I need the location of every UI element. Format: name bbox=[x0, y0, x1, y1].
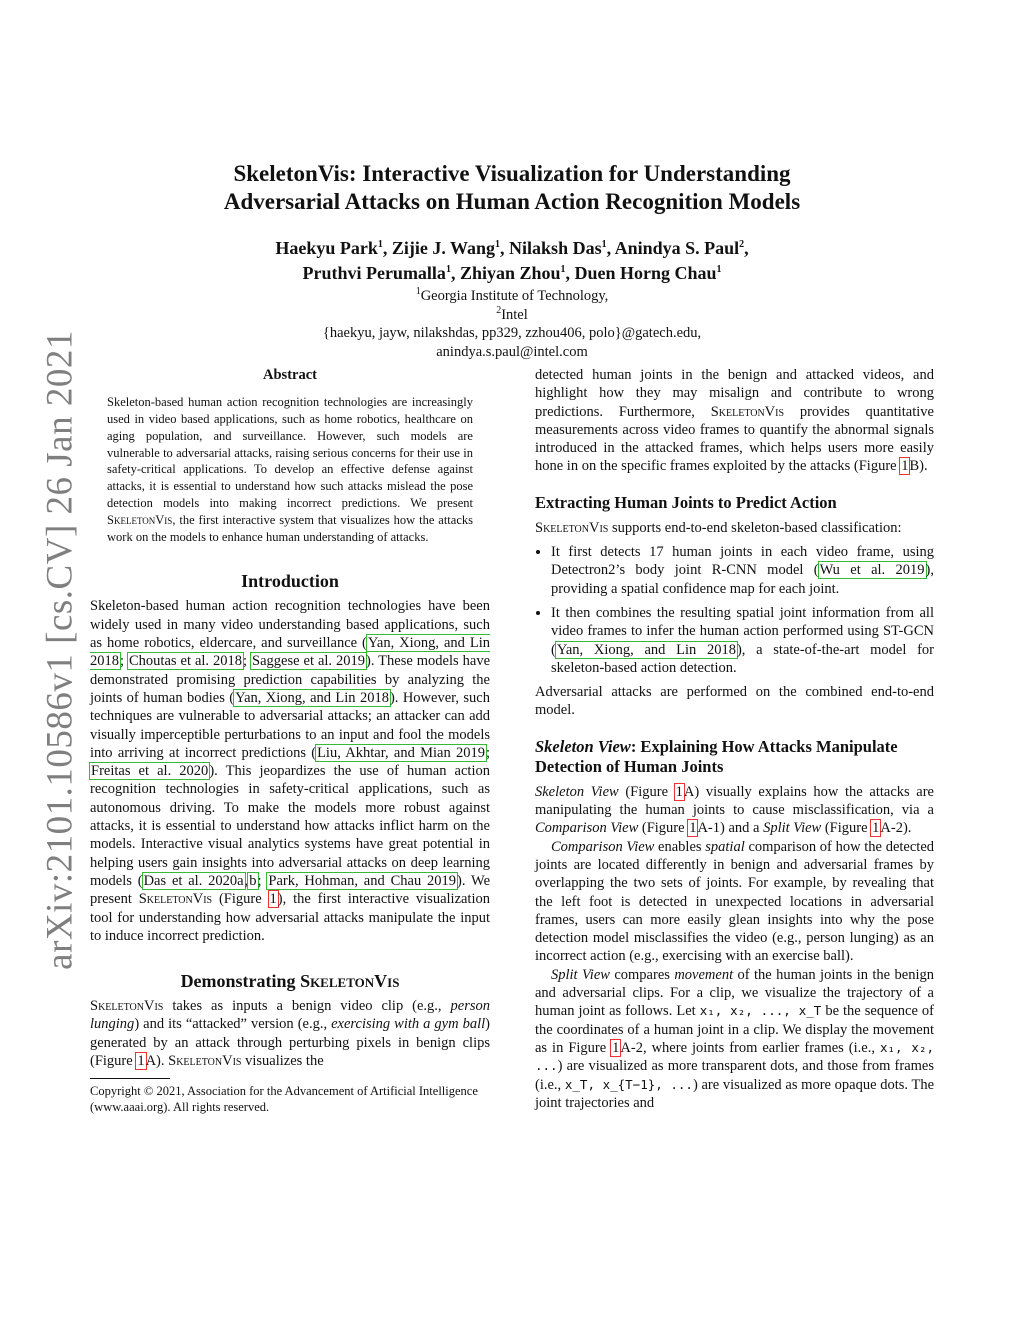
copyright-footnote: Copyright © 2021, Association for the Advancement of Artificial Intelligence (www.aaai.org). All rights reserved. bbox=[90, 1084, 478, 1115]
figure-link[interactable]: 1 bbox=[675, 783, 683, 800]
demonstrating-heading: Demonstrating SkeletonVis bbox=[180, 971, 400, 992]
figure-link[interactable]: 1 bbox=[612, 1039, 620, 1056]
system-name: SkeletonVis bbox=[138, 891, 213, 908]
author-list: Haekyu Park$^1$, Zijie J. Wang$^1$, Nilaksh Das$^1$, Anindya S. Paul$^2$, Pruthvi Perumalla$^1$, Zhiyan Zhou$^1$, Duen Horng Chau$^1$ bbox=[275, 238, 749, 283]
abstract-heading: Abstract bbox=[263, 367, 317, 383]
left-column bbox=[90, 366, 490, 1115]
attacks-paragraph: Adversarial attacks are performed on the combined end-to-end model. bbox=[535, 684, 934, 719]
citation-link[interactable]: Das et al. 2020a bbox=[143, 872, 244, 889]
introduction-heading: Introduction bbox=[241, 571, 339, 592]
emails: {haekyu, jayw, nilakshdas, pp329, zzhou406, polo}@gatech.edu, bbox=[322, 325, 702, 341]
figure-link[interactable]: 1 bbox=[137, 1053, 145, 1069]
author-name: Nilaksh Das bbox=[509, 238, 602, 258]
author-name: Anindya S. Paul bbox=[614, 238, 740, 258]
system-name: SkeletonVis bbox=[107, 512, 173, 527]
introduction-paragraph: Skeleton-based human action recognition technologies have been widely used in many video understanding based applications, such as home robotics, eldercare, and surveillance (Yan, Xiong, and Lin 2018; Choutas et al. 2018; Saggese et al. 2019). These models have demonstrated promising prediction capabilities by analyzing the joints of human bodies (Yan, Xiong, and Lin 2018). However, such techniques are vulnerable to adversarial attacks; an attacker can add visually imperceptible perturbations to an input and fool the models into arriving at incorrect predictions (Liu, Akhtar, and Mian 2019; Freitas et al. 2020). This jeopardizes the use of human action recognition technologies in safety-critical applications, such as autonomous driving. To make the models more robust against attacks, it is essential to understand how attacks inflict harm on the models. Interactive visual analytics systems have great potential in helping users gain insights into adversarial attacks on deep learning models (Das et al. 2020a,b; Park, Hohman, and Chau 2019). We present SkeletonVis (Figure 1), the first interactive visualization tool for understanding how adversarial attacks manipulate the input to induce incorrect prediction. bbox=[90, 598, 491, 944]
skeleton-view-heading: Skeleton View: Explaining How Attacks Manipulate Detection of Human Joints bbox=[535, 736, 898, 776]
abstract-body: Skeleton-based human action recognition technologies are increasingly used in video based applications, such as home robotics, healthcare on aging population, and surveillance. However, such models are vulnerable to adversarial attacks, raising serious concerns for their use in safety-critical applications. To develop an effective defense against attacks, it is essential to understand how such attacks mislead the pose detection models into making incorrect predictions. We present SkeletonVis, the first interactive system that visualizes how the attacks work on the models to enhance human understanding of attacks. bbox=[107, 395, 473, 544]
author-name: Zijie J. Wang bbox=[391, 238, 496, 258]
system-name: SkeletonVis bbox=[90, 998, 164, 1015]
citation-link[interactable]: Park, Hohman, and Chau 2019 bbox=[268, 872, 457, 889]
skeleton-view-paragraph: Skeleton View (Figure 1A) visually explains how the attacks are manipulating the human joints to cause misclassification, via a Comparison View (Figure 1A-1) and a Split View (Figure 1A-2). bbox=[535, 783, 934, 837]
demonstrating-paragraph: SkeletonVis takes as inputs a benign video clip (e.g., person lunging) and its “attacked” version (e.g., exercising with a gym ball) generated by an attack through perturbing pixels in benign clips (Figure 1A). SkeletonVis visualizes the bbox=[90, 998, 490, 1069]
figure-link[interactable]: 1 bbox=[689, 820, 697, 837]
citation-link[interactable]: Saggese et al. 2019 bbox=[252, 653, 366, 670]
citation-link[interactable]: Yan, Xiong, and Lin 2018 bbox=[556, 641, 736, 658]
citation-link[interactable]: Yan, Xiong, and Lin 2018 bbox=[90, 635, 490, 670]
affiliation-gatech: Georgia Institute of Technology, bbox=[420, 288, 609, 304]
right-column bbox=[535, 366, 934, 1112]
citation-link[interactable]: Yan, Xiong, and Lin 2018 bbox=[235, 689, 389, 706]
citation-link[interactable]: Wu et al. 2019 bbox=[819, 562, 925, 579]
list-item: • It then combines the resulting spatial joint information from all video frames to infer the human action performed using ST-GCN (Yan, Xiong, and Lin 2018), a state-of-the-art model for skeleton-based action detection. bbox=[551, 604, 934, 677]
extracting-heading: Extracting Human Joints to Predict Action bbox=[535, 492, 837, 512]
math-expression: x₁, x₂, ... bbox=[535, 1039, 935, 1074]
arxiv-identifier: arXiv:2101.10586v1 [cs.CV] 26 Jan 2021 bbox=[39, 330, 81, 970]
citation-link[interactable]: b bbox=[249, 872, 257, 889]
email-intel: anindya.s.paul@intel.com bbox=[436, 343, 588, 360]
figure-link[interactable]: 1 bbox=[901, 458, 909, 475]
author-name: Duen Horng Chau bbox=[574, 263, 717, 283]
continued-paragraph: detected human joints in the benign and attacked videos, and highlight how they may misalign and contribute to wrong predictions. Furthermore, SkeletonVis provides quantitative measurements across video frames to quantify the abnormal signals introduced in the attacked frames, which helps users more easily hone in on the specific frames exploited by the attacks (Figure 1B). bbox=[535, 367, 934, 475]
figure-link[interactable]: 1 bbox=[872, 820, 880, 837]
system-name: SkeletonVis bbox=[710, 403, 785, 420]
affiliation-intel: Intel bbox=[501, 306, 528, 323]
list-item: • It first detects 17 human joints in each video frame, using Detectron2’s body joint R-CNN model (Wu et al. 2019), providing a spatial confidence map for each joint. bbox=[551, 543, 934, 598]
math-expression: x_T, x_{T−1}, ... bbox=[564, 1076, 693, 1092]
figure-link[interactable]: 1 bbox=[269, 891, 277, 908]
footnote-divider bbox=[90, 1078, 170, 1079]
citation-link[interactable]: Freitas et al. 2020 bbox=[91, 763, 209, 780]
math-expression: x₁, x₂, ..., x_T bbox=[699, 1003, 822, 1019]
comparison-view-paragraph: Comparison View enables spatial comparison of how the detected joints are located differently in benign and adversarial frames by overlapping the two sets of joints. For example, by revealing that the left foot is detected in unexpected locations in adversarial frames, users can more easily glean insights into why the pose detection model misclassifies the video (e.g., person lunging) as an incorrect action (e.g., exercising with an exercise ball). bbox=[535, 838, 935, 965]
author-name: Haekyu Park bbox=[275, 238, 378, 258]
citation-link[interactable]: Liu, Akhtar, and Mian 2019 bbox=[317, 744, 485, 761]
system-name: SkeletonVis bbox=[168, 1053, 242, 1069]
split-view-paragraph: Split View compares movement of the human joints in the benign and adversarial clips. For a clip, we visualize the trajectory of a human joint as follows. Let x₁, x₂, ..., x_T be the sequence of the coordinates of a human joint in a clip. We display the movement as in Figure 1A-2, where joints from earlier frames (i.e., x₁, x₂, ...) are visualized as more transparent dots, and those from frames (i.e., x_T, x_{T−1}, ...) are visualized as more opaque dots. The joint trajectories and bbox=[535, 966, 935, 1111]
author-name: Zhiyan Zhou bbox=[459, 263, 561, 283]
affiliations: $^1$Georgia Institute of Technology, $^2$Intel {haekyu, jayw, nilakshdas, pp329, zzhou406, polo}@gatech.edu, anindya.s.paul@intel.com bbox=[0, 287, 1024, 361]
system-name: SkeletonVis bbox=[535, 519, 609, 536]
title-line-2: Adversarial Attacks on Human Action Recognition Models bbox=[223, 189, 801, 214]
citation-link[interactable]: Choutas et al. 2018 bbox=[129, 653, 243, 670]
pipeline-list bbox=[535, 543, 934, 677]
extracting-paragraph: SkeletonVis supports end-to-end skeleton-based classification: bbox=[535, 519, 902, 536]
paper-title bbox=[0, 160, 1024, 216]
title-line-1: SkeletonVis: Interactive Visualization for Understanding bbox=[233, 161, 791, 186]
author-name: Pruthvi Perumalla bbox=[302, 263, 446, 283]
